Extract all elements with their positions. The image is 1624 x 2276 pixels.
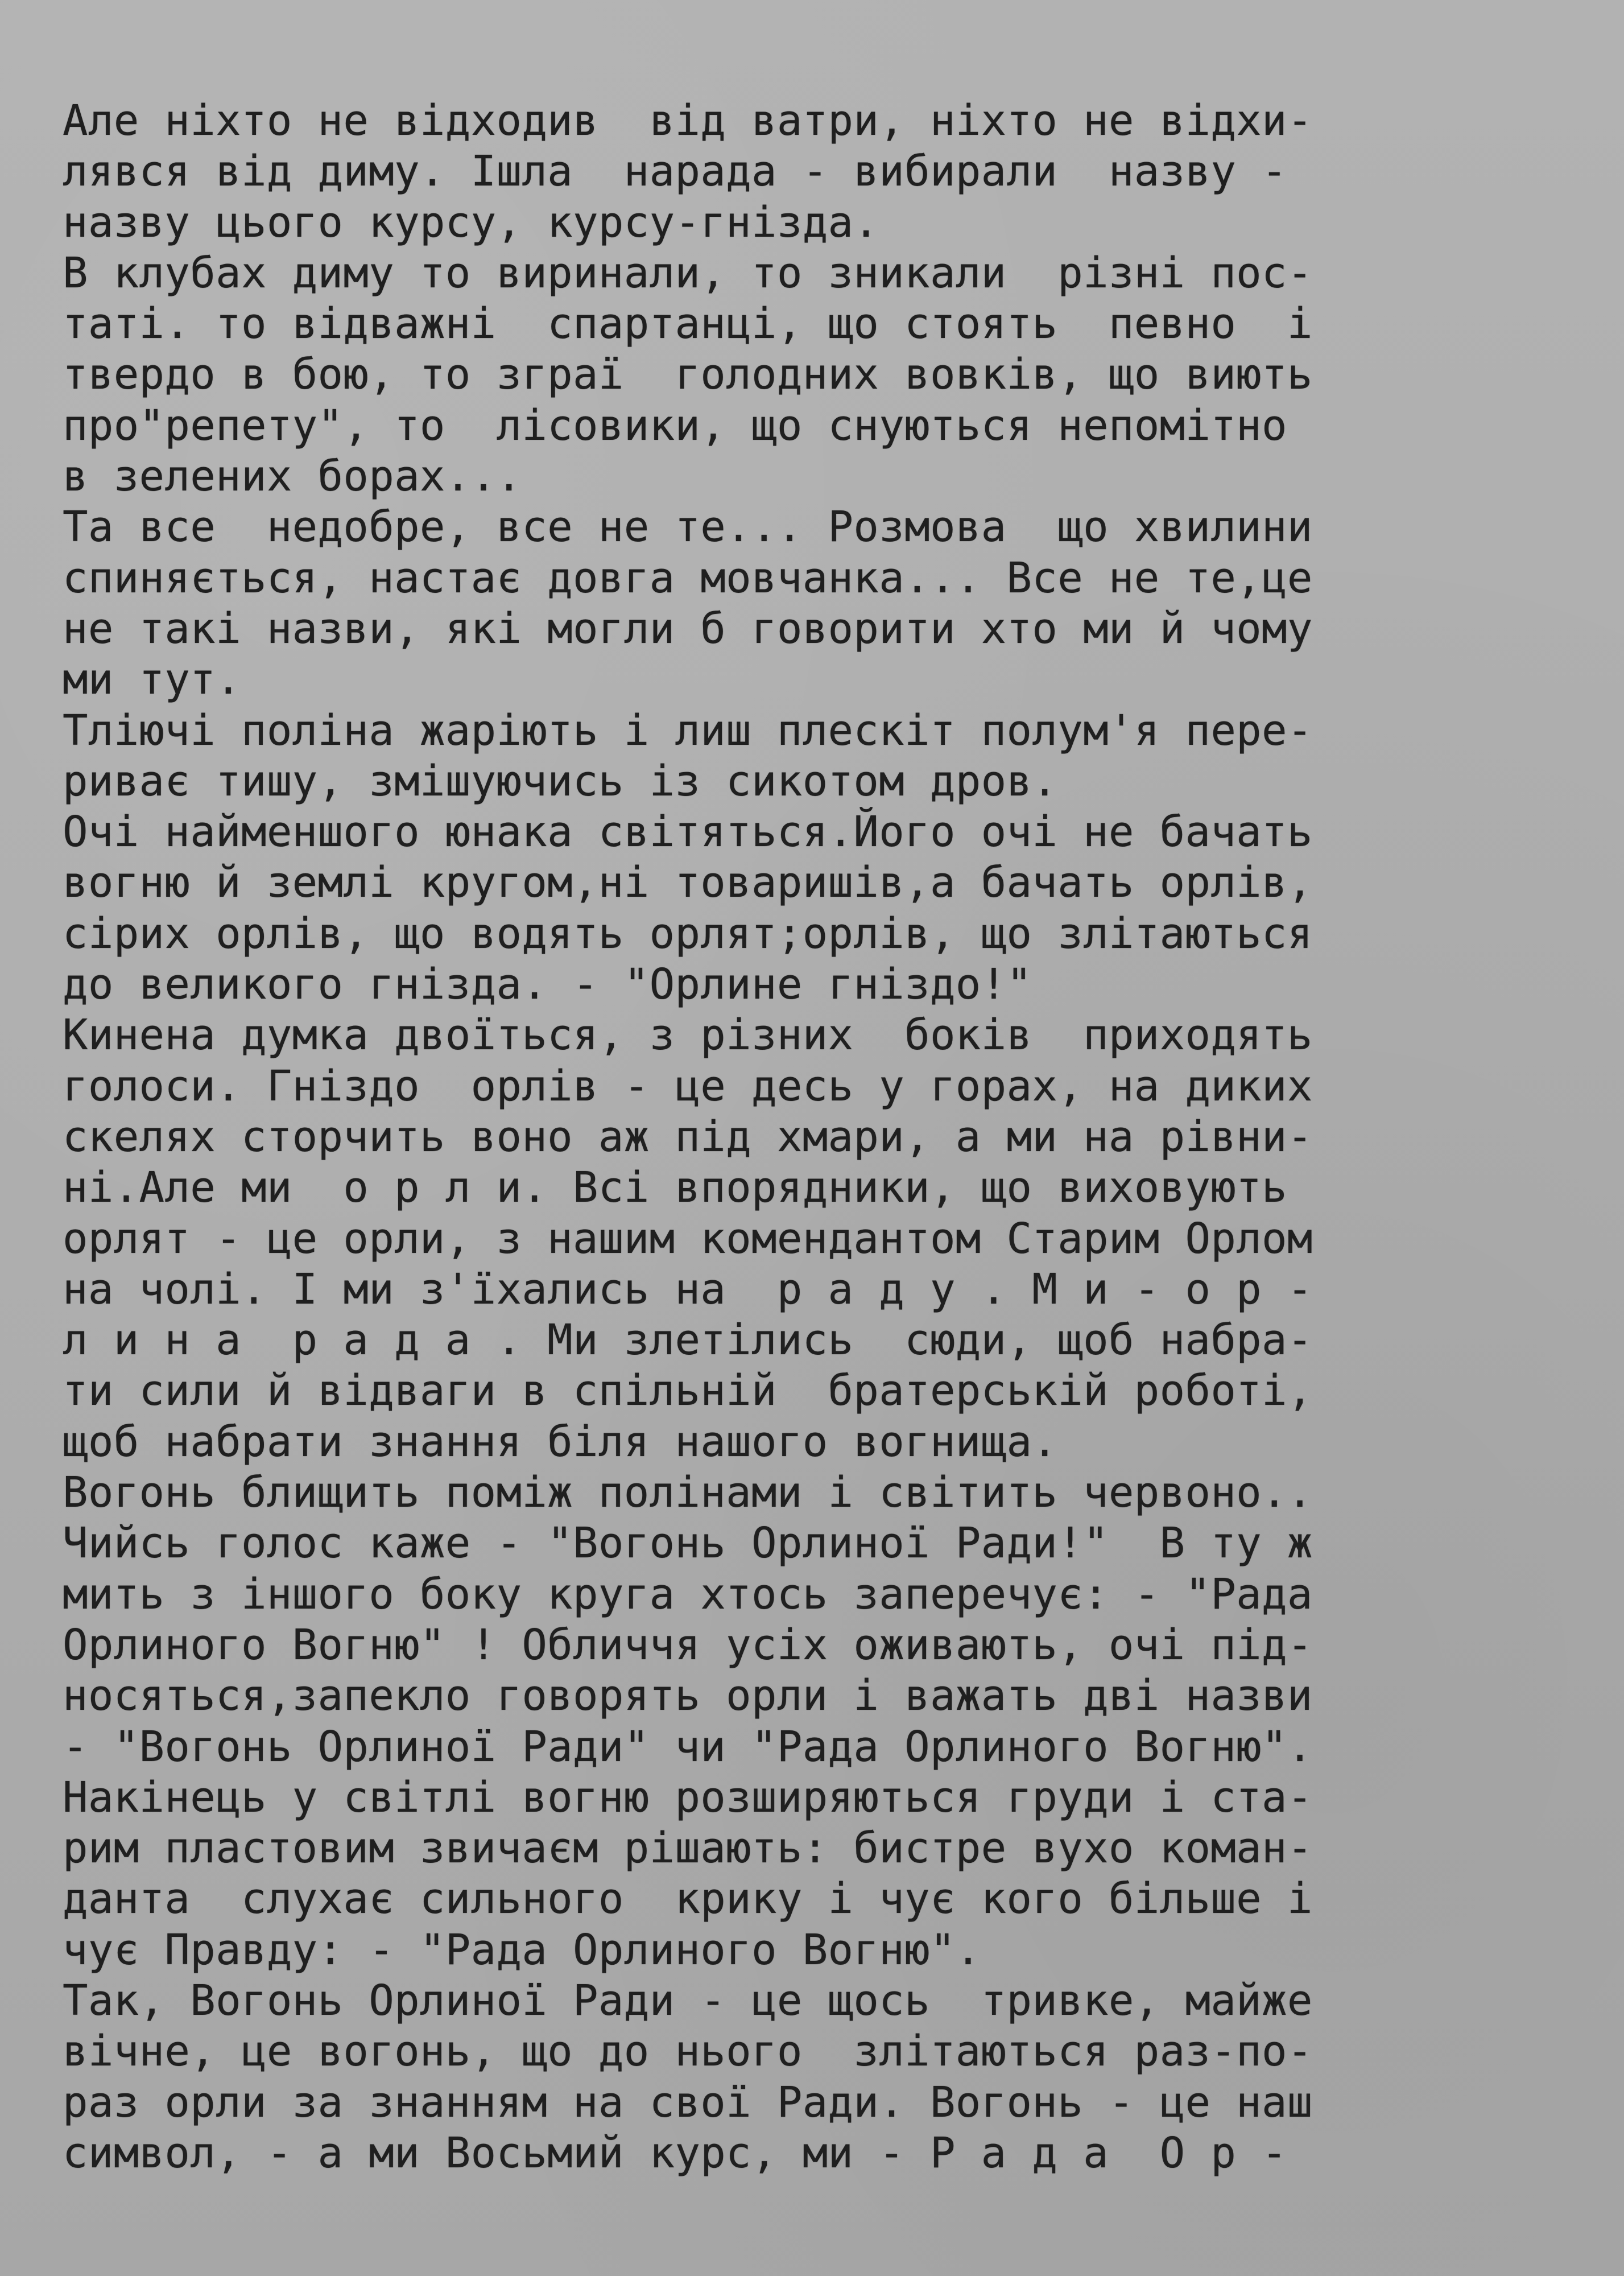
text-line: щоб набрати знання біля нашого вогнища. <box>63 1417 1058 1466</box>
text-line: риває тишу, змішуючись із сикотом дров. <box>63 756 1058 806</box>
text-line: ми тут. <box>63 655 241 704</box>
text-line: скелях сторчить воно аж під хмари, а ми на рівни- <box>63 1112 1313 1161</box>
text-line: рим пластовим звичаєм рішають: бистре вухо коман- <box>63 1824 1313 1873</box>
text-line: Чийсь голос каже - "Вогонь Орлиної Ради!" В ту ж <box>63 1519 1313 1568</box>
text-line: Кинена думка двоїться, з різних боків приходять <box>63 1011 1313 1060</box>
text-line: спиняється, настає довга мовчанка... Все не те,це <box>63 553 1313 603</box>
text-line: голоси. Гніздо орлів - це десь у горах, на диких <box>63 1061 1313 1111</box>
text-line: В клубах диму то виринали, то зникали різні пос- <box>63 248 1313 298</box>
text-line: таті. то відважні спартанці, що стоять певно і <box>63 299 1313 349</box>
text-line: до великого гнізда. - "Орлине гніздо!" <box>63 960 1032 1009</box>
text-line: Але ніхто не відходив від ватри, ніхто не відхи- <box>63 96 1313 145</box>
text-line: лявся від диму. Ішла нарада - вибирали назву - <box>63 147 1287 196</box>
text-line: сірих орлів, що водять орлят;орлів, що злітаються <box>63 909 1313 958</box>
text-line: Очі найменшого юнака світяться.Його очі не бачать <box>63 807 1313 857</box>
text-line: Орлиного Вогню" ! Обличчя усіх оживають, очі під- <box>63 1620 1313 1669</box>
text-line: орлят - це орли, з нашим комендантом Старим Орлом <box>63 1214 1313 1263</box>
text-line: Так, Вогонь Орлиної Ради - це щось тривке, майже <box>63 1976 1313 2025</box>
text-line: назву цього курсу, курсу-гнізда. <box>63 197 879 247</box>
text-line: носяться,запекло говорять орли і важать дві назви <box>63 1671 1313 1721</box>
text-line: ні.Але ми о р л и. Всі впорядники, що виховують <box>63 1163 1287 1213</box>
text-line: про"репету", то лісовики, що снуються непомітно <box>63 401 1287 450</box>
text-line: данта слухає сильного крику і чує кого більше і <box>63 1874 1313 1924</box>
text-line: ти сили й відваги в спільній братерській роботі, <box>63 1366 1313 1416</box>
text-line: л и н а р а д а . Ми злетілись сюди, щоб набра- <box>63 1316 1313 1365</box>
text-line: не такі назви, які могли б говорити хто ми й чому <box>63 604 1313 653</box>
text-line: чує Правду: - "Рада Орлиного Вогню". <box>63 1925 981 1974</box>
text-line: символ, - а ми Восьмий курс, ми - Р а д а О р - <box>63 2128 1287 2178</box>
text-line: Тліючі поліна жаріють і лиш плескіт полум'я пере- <box>63 706 1313 755</box>
text-line: Вогонь блищить поміж полінами і світить червоно.. <box>63 1468 1313 1518</box>
text-line: Накінець у світлі вогню розширяються груди і ста- <box>63 1772 1313 1822</box>
text-line: раз орли за знанням на свої Ради. Вогонь - це наш <box>63 2077 1313 2127</box>
text-line: - "Вогонь Орлиної Ради" чи "Рада Орлиного Вогню". <box>63 1722 1313 1771</box>
text-line: твердо в бою, то зграї голодних вовків, що виють <box>63 350 1313 399</box>
text-line: вогню й землі кругом,ні товаришів,а бачать орлів, <box>63 858 1313 908</box>
text-line: на чолі. І ми з'їхались на р а д у . М и - о р - <box>63 1264 1313 1314</box>
document-text <box>63 96 1598 2179</box>
text-line: в зелених борах... <box>63 452 522 501</box>
text-line: мить з іншого боку круга хтось заперечує: - "Рада <box>63 1569 1313 1619</box>
text-line: вічне, це вогонь, що до нього злітаються раз-по- <box>63 2027 1313 2076</box>
text-line: Та все недобре, все не те... Розмова що хвилини <box>63 502 1313 552</box>
